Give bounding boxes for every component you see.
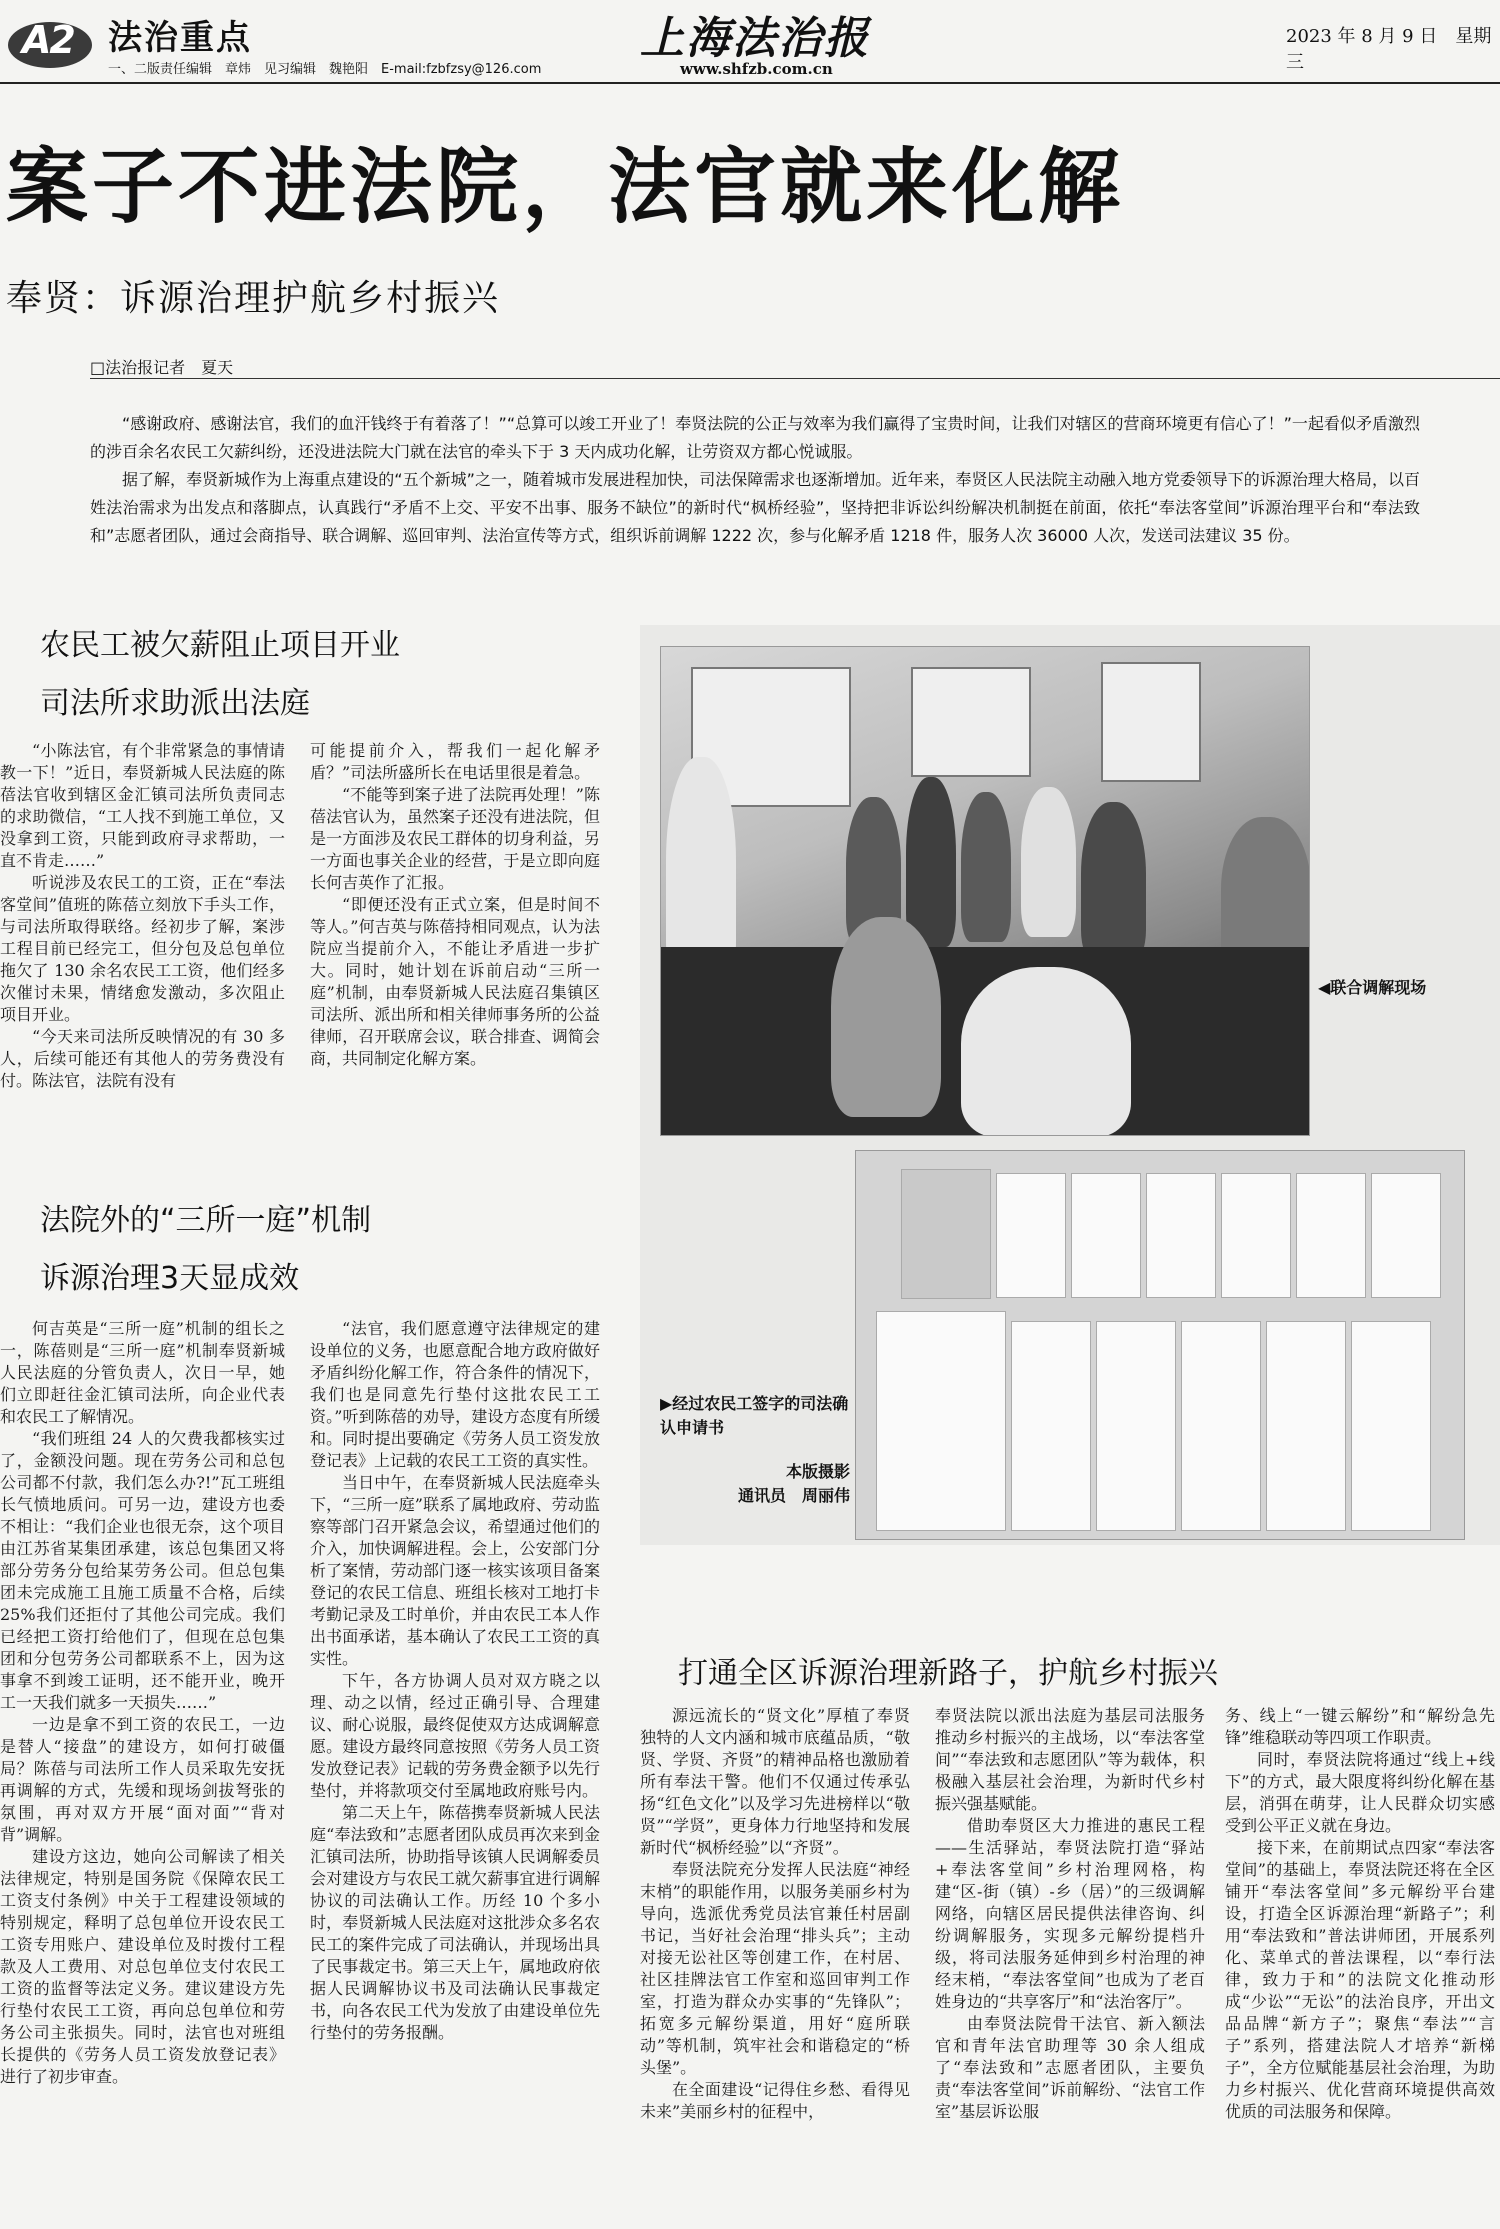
- document-sheet: [901, 1169, 991, 1299]
- issue-date: 2023 年 8 月 9 日 星期三: [1286, 26, 1492, 73]
- section-title: 法治重点: [108, 18, 252, 58]
- paragraph: 当日中午，在奉贤新城人民法庭牵头下，“三所一庭”联系了属地政府、劳动监察等部门召开紧急会议，希望通过他们的介入，加快调解进程。会上，公安部门分析了案情，劳动部门逐一核实该项目备案登记的农民工信息、班组长核对工地打卡考勤记录及工时单价，并由农民工本人作出书面承诺，基本确认了农民工工资的真实性。: [310, 1473, 600, 1668]
- section1-heading: [40, 617, 400, 733]
- paragraph: 奉贤法院以派出法庭为基层司法服务推动乡村振兴的主战场，以“奉法客堂间”“奉法致和志愿团队”等为载体，积极融入基层社会治理，为新时代乡村振兴强基赋能。: [935, 1706, 1205, 1813]
- lead-paragraph: 据了解，奉贤新城作为上海重点建设的“五个新城”之一，随着城市发展进程加快，司法保障需求也逐渐增加。近年来，奉贤区人民法院主动融入地方党委领导下的诉源治理大格局，以百姓法治需求为出发点和落脚点，认真践行“矛盾不上交、平安不出事、服务不缺位”的新时代“枫桥经验”，坚持把非诉讼纠纷解决机制挺在前面，依托“奉法客堂间”诉源治理平台和“奉法致和”志愿者团队，通过会商指导、联合调解、巡回审判、法治宣传等方式，组织诉前调解 1222 次，参与化解矛盾 1218 件，服务人次 36000 人次，发送司法建议 35 份。: [90, 470, 1420, 545]
- person-figure: [906, 777, 956, 947]
- section3-column-b: [935, 1705, 1205, 2123]
- paragraph: 源远流长的“贤文化”厚植了奉贤独特的人文内涵和城市底蕴品质，“敬贤、学贤、齐贤”的精神品格也激励着所有奉法干警。他们不仅通过传承弘扬“红色文化”以及学习先进榜样以“敬贤”“学贤”，更身体力行地坚持和发展新时代“枫桥经验”以“齐贤”。: [640, 1706, 910, 1857]
- paragraph: 奉贤法院充分发挥人民法庭“神经末梢”的职能作用，以服务美丽乡村为导向，选派优秀党员法官兼任村居副书记，当好社会治理“排头兵”；主动对接无讼社区等创建工作，在村居、社区挂牌法官工作室和巡回审判工作室，打造为群众办实事的“先锋队”；拓宽多元解纷渠道，用好“庭所联动”等机制，筑牢社会和谐稳定的“桥头堡”。: [640, 1860, 910, 2077]
- photo1-caption: ◀联合调解现场: [1318, 978, 1427, 997]
- paragraph: “不能等到案子进了法院再处理！”陈蓓法官认为，虽然案子还没有进法院，但是一方面涉及农民工群体的切身利益，另一方面也事关企业的经营，于是立即向庭长何吉英作了汇报。: [310, 785, 600, 892]
- section3-column-c: [1225, 1705, 1495, 2123]
- section3-column-a: [640, 1705, 910, 2123]
- document-sheet: [1296, 1173, 1366, 1298]
- paragraph: “今天来司法所反映情况的有 30 多人，后续可能还有其他人的劳务费没有付。陈法官，法院有没有: [0, 1027, 285, 1090]
- document-sheet: [1351, 1321, 1431, 1531]
- website-url: www.shfzb.com.cn: [680, 60, 833, 78]
- mediation-scene-photo: [660, 646, 1310, 1136]
- subheadline: 奉贤：诉源治理护航乡村振兴: [6, 278, 501, 319]
- main-headline: 案子不进法院，法官就来化解: [6, 140, 1125, 235]
- person-figure: [1021, 787, 1076, 937]
- paragraph: 务、线上“一键云解纷”和“解纷急先锋”维稳联动等四项工作职责。: [1225, 1706, 1495, 1747]
- person-figure: [961, 967, 1131, 1136]
- paragraph: 借助奉贤区大力推进的惠民工程——生活驿站，奉贤法院打造“驿站+奉法客堂间”乡村治理网格，构建“区-街（镇）-乡（居）”的三级调解网络，向辖区居民提供法律咨询、纠纷调解服务，实现多元解纷提档升级，将司法服务延伸到乡村治理的神经末梢，“奉法客堂间”也成为了老百姓身边的“共享客厅”和“法治客厅”。: [935, 1816, 1205, 2011]
- section2-heading-line2: 诉源治理3天显成效: [40, 1261, 300, 1296]
- newspaper-masthead: 上海法治报: [640, 13, 870, 64]
- document-sheet: [1266, 1321, 1346, 1531]
- paragraph: 在全面建设“记得住乡愁、看得见未来”美丽乡村的征程中，: [640, 2080, 910, 2121]
- paragraph: “我们班组 24 人的欠费我都核实过了，金额没问题。现在劳务公司和总包公司都不付款，我们怎么办?!”瓦工班组长气愤地质问。可另一边，建设方也委不相让：“我们企业也很无奈，这个项目由江苏省某集团承建，该总包集团又将部分劳务分包给某劳务公司。但总包集团未完成施工且施工质量不合格，后续 25%我们还拒付了其他公司完成。我们已经把工资打给他们了，但现在总包集团和分包劳务公司都联系不上，因为这事拿不到竣工证明，还不能开业，晚开工一天我们就多一天损失……”: [0, 1429, 285, 1712]
- paragraph: 接下来，在前期试点四家“奉法客堂间”的基础上，奉贤法院还将在全区铺开“奉法客堂间”多元解纷平台建设，打造全区诉源治理“新路子”；利用“奉法致和”普法讲师团，开展系列化、菜单式的普法课程，以“奉行法律，致力于和”的法院文化推动形成“少讼”“无讼”的法治良序，开出文品品牌“新方子”；聚焦“奉法”“言子”系列，搭建法院人才培养“新梯子”，全方位赋能基层社会治理，为助力乡村振兴、优化营商环境提供高效优质的司法服务和保障。: [1225, 1838, 1495, 2121]
- byline-rule: [90, 378, 1500, 379]
- section1-heading-line2: 司法所求助派出法庭: [40, 686, 310, 721]
- paragraph: 同时，奉贤法院将通过“线上+线下”的方式，最大限度将纠纷化解在基层，消弭在萌芽，让人民群众切实感受到公平正义就在身边。: [1225, 1750, 1495, 1835]
- byline: □法治报记者 夏天: [90, 358, 234, 377]
- section1-column-b: [310, 740, 600, 1070]
- paragraph: 一边是拿不到工资的农民工，一边是替人“接盘”的建设方，如何打破僵局？陈蓓与司法所工作人员采取先安抚再调解的方式，先缓和现场剑拔弩张的氛围，再对双方开展“面对面”“背对背”调解。: [0, 1715, 285, 1844]
- paragraph: 第二天上午，陈蓓携奉贤新城人民法庭“奉法致和”志愿者团队成员再次来到金汇镇司法所，协助指导该镇人民调解委员会对建设方与农民工就欠薪事宜进行调解协议的司法确认工作。历经 10 个多小时，奉贤新城人民法庭对这批涉众多名农民工的案件完成了司法确认，并现场出具了民事裁定书。第三天上午，属地政府依据人民调解协议书及司法确认民事裁定书，向各农民工代为发放了由建设单位先行垫付的劳务报酬。: [310, 1803, 600, 2042]
- photo-credit-line1: 本版摄影: [785, 1462, 850, 1481]
- document-sheet: [996, 1173, 1066, 1298]
- header-rule: [0, 82, 1500, 84]
- document-sheet: [1011, 1321, 1091, 1531]
- documents-photo: [855, 1150, 1465, 1540]
- section2-column-b: [310, 1318, 600, 2044]
- lead-paragraphs: [90, 410, 1420, 550]
- photo-credit: [700, 1460, 850, 1508]
- section3-heading: 打通全区诉源治理新路子，护航乡村振兴: [678, 1656, 1218, 1691]
- photo-credit-line2: 通讯员 周丽伟: [737, 1486, 850, 1505]
- section2-heading: [40, 1192, 371, 1308]
- person-figure: [831, 917, 941, 1117]
- photo2-caption: ▶经过农民工签字的司法确认申请书: [660, 1394, 849, 1437]
- paragraph: “即便还没有正式立案，但是时间不等人。”何吉英与陈蓓持相同观点，认为法院应当提前介入，不能让矛盾进一步扩大。同时，她计划在诉前启动“三所一庭”机制，由奉贤新城人民法庭召集镇区司法所、派出所和相关律师事务所的公益律师，召开联席会议，联合排查、调简会商，共同制定化解方案。: [310, 895, 600, 1068]
- paragraph: 何吉英是“三所一庭”机制的组长之一，陈蓓则是“三所一庭”机制奉贤新城人民法庭的分管负责人，次日一早，她们立即赶往金汇镇司法所，向企业代表和农民工了解情况。: [0, 1319, 285, 1426]
- paragraph: 听说涉及农民工的工资，正在“奉法客堂间”值班的陈蓓立刻放下手头工作，与司法所取得联络。经初步了解，案涉工程目前已经完工，但分包及总包单位拖欠了 130 余名农民工工资，他们经多次催讨未果，情绪愈发激动，多次阻止项目开业。: [0, 873, 285, 1024]
- section1-heading-line1: 农民工被欠薪阻止项目开业: [40, 628, 400, 663]
- document-sheet: [876, 1311, 1006, 1531]
- document-sheet: [1181, 1321, 1261, 1531]
- document-sheet: [1146, 1173, 1216, 1298]
- section2-column-a: [0, 1318, 285, 2088]
- document-sheet: [1096, 1321, 1176, 1531]
- section2-heading-line1: 法院外的“三所一庭”机制: [40, 1203, 372, 1238]
- document-sheet: [1221, 1173, 1291, 1298]
- lead-paragraph: “感谢政府、感谢法官，我们的血汗钱终于有着落了！”“总算可以竣工开业了！奉贤法院的公正与效率为我们赢得了宝贵时间，让我们对辖区的营商环境更有信心了！”一起看似矛盾激烈的涉百余名农民工欠薪纠纷，还没进法院大门就在法官的牵头下于 3 天内成功化解，让劳资双方都心悦诚服。: [90, 414, 1420, 461]
- wall-board: [1101, 662, 1201, 782]
- document-sheet: [1371, 1173, 1441, 1298]
- paragraph: 建设方这边，她向公司解读了相关法律规定，特别是国务院《保障农民工工资支付条例》中关于工程建设领域的特别规定，释明了总包单位开设农民工工资专用账户、建设单位及时拨付工程款及人工费用、对总包单位支付农民工工资的监督等法定义务。建议建设方先行垫付农民工工资，再向总包单位和劳务公司主张损失。同时，法官也对班组长提供的《劳务人员工资发放登记表》进行了初步审查。: [0, 1847, 285, 2086]
- paragraph: 下午，各方协调人员对双方晓之以理、动之以情，经过正确引导、合理建议、耐心说服，最终促使双方达成调解意愿。建设方最终同意按照《劳务人员工资发放登记表》记载的劳务费金额予以先行垫付，并将款项交付至属地政府账号内。: [310, 1671, 600, 1800]
- paragraph: “小陈法官，有个非常紧急的事情请教一下！”近日，奉贤新城人民法庭的陈蓓法官收到辖区金汇镇司法所负责同志的求助微信，“工人找不到施工单位，又没拿到工资，只能到政府寻求帮助，一直不肯走……”: [0, 741, 285, 870]
- editors-line: 一、二版责任编辑 章炜 见习编辑 魏艳阳 E-mail:fzbfzsy@126.com: [108, 62, 542, 77]
- person-figure: [961, 792, 1011, 942]
- page-number: A2: [22, 18, 74, 62]
- person-figure: [1081, 802, 1146, 962]
- wall-board: [911, 667, 1031, 777]
- paragraph: 由奉贤法院骨干法官、新入额法官和青年法官助理等 30 余人组成了“奉法致和”志愿者团队，主要负责“奉法客堂间”诉前解纷、“法官工作室”基层诉讼服: [935, 2014, 1205, 2121]
- paragraph: 可能提前介入，帮我们一起化解矛盾？”司法所盛所长在电话里很是着急。: [310, 741, 600, 782]
- paragraph: “法官，我们愿意遵守法律规定的建设单位的义务，也愿意配合地方政府做好矛盾纠纷化解工作，符合条件的情况下，我们也是同意先行垫付这批农民工工资。”听到陈蓓的劝导，建设方态度有所缓和。同时提出要确定《劳务人员工资发放登记表》上记载的农民工工资的真实性。: [310, 1319, 600, 1470]
- page-number-badge: [8, 14, 96, 72]
- section1-column-a: [0, 740, 285, 1092]
- document-sheet: [1071, 1173, 1141, 1298]
